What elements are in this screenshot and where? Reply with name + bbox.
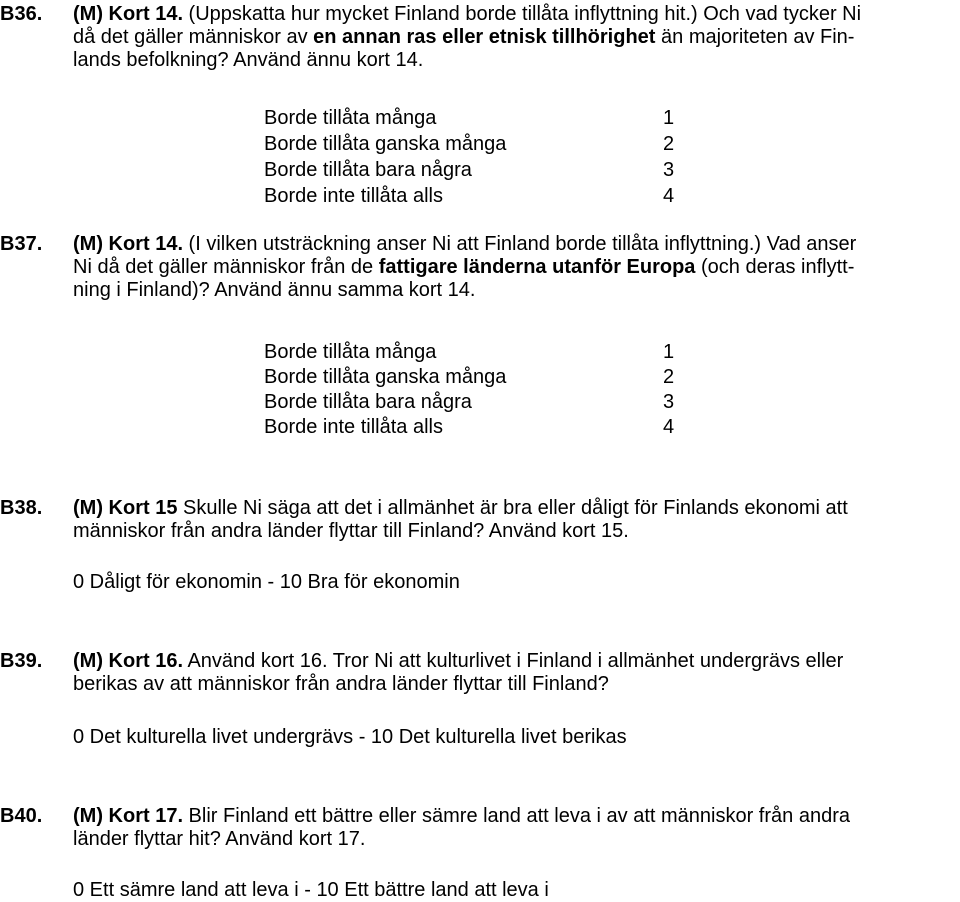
question-number: B39. bbox=[0, 650, 43, 672]
question-text: (M) Kort 14. (Uppskatta hur mycket Finland borde tillåta inflyttning hit.) Och vad tycker Ni då det gäller människor av en annan ras eller etnisk tillhörighet än majoriteten av Fin- lands befolkning? Använd ännu kort 14. bbox=[73, 3, 862, 71]
question-text: (M) Kort 15 Skulle Ni säga att det i allmänhet är bra eller dåligt för Finlands ekonomi att människor från andra länder flyttar till Finland? Använd kort 15. bbox=[73, 497, 848, 542]
question-text: (M) Kort 14. (I vilken utsträckning anser Ni att Finland borde tillåta inflyttning.) Vad anser Ni då det gäller människor från de fattigare länderna utanför Europa (och deras inflytt- ning i Finland)? Använd ännu samma kort 14. bbox=[73, 233, 857, 301]
scale-text: 0 Ett sämre land att leva i - 10 Ett bättre land att leva i bbox=[73, 879, 549, 901]
question-text: (M) Kort 16. Använd kort 16. Tror Ni att kulturlivet i Finland i allmänhet undergrävs eller berikas av att människor från andra länder flyttar till Finland? bbox=[73, 650, 844, 695]
emphasis: en annan ras eller etnisk tillhörighet bbox=[313, 26, 656, 48]
card-ref: (M) Kort 15 bbox=[73, 497, 178, 519]
question-number: B38. bbox=[0, 497, 43, 519]
scale-text: 0 Det kulturella livet undergrävs - 10 Det kulturella livet berikas bbox=[73, 726, 627, 748]
card-ref: (M) Kort 16. bbox=[73, 650, 183, 672]
card-ref: (M) Kort 14. bbox=[73, 233, 183, 255]
scale-text: 0 Dåligt för ekonomin - 10 Bra för ekonomin bbox=[73, 571, 460, 593]
question-number: B36. bbox=[0, 3, 43, 25]
emphasis: fattigare länderna utanför Europa bbox=[378, 256, 696, 278]
question-text: (M) Kort 17. Blir Finland ett bättre eller sämre land att leva i av att människor från andra länder flyttar hit? Använd kort 17. bbox=[73, 805, 850, 850]
card-ref: (M) Kort 17. bbox=[73, 805, 183, 827]
card-ref: (M) Kort 14. bbox=[73, 3, 183, 25]
question-number: B37. bbox=[0, 233, 43, 255]
question-number: B40. bbox=[0, 805, 43, 827]
